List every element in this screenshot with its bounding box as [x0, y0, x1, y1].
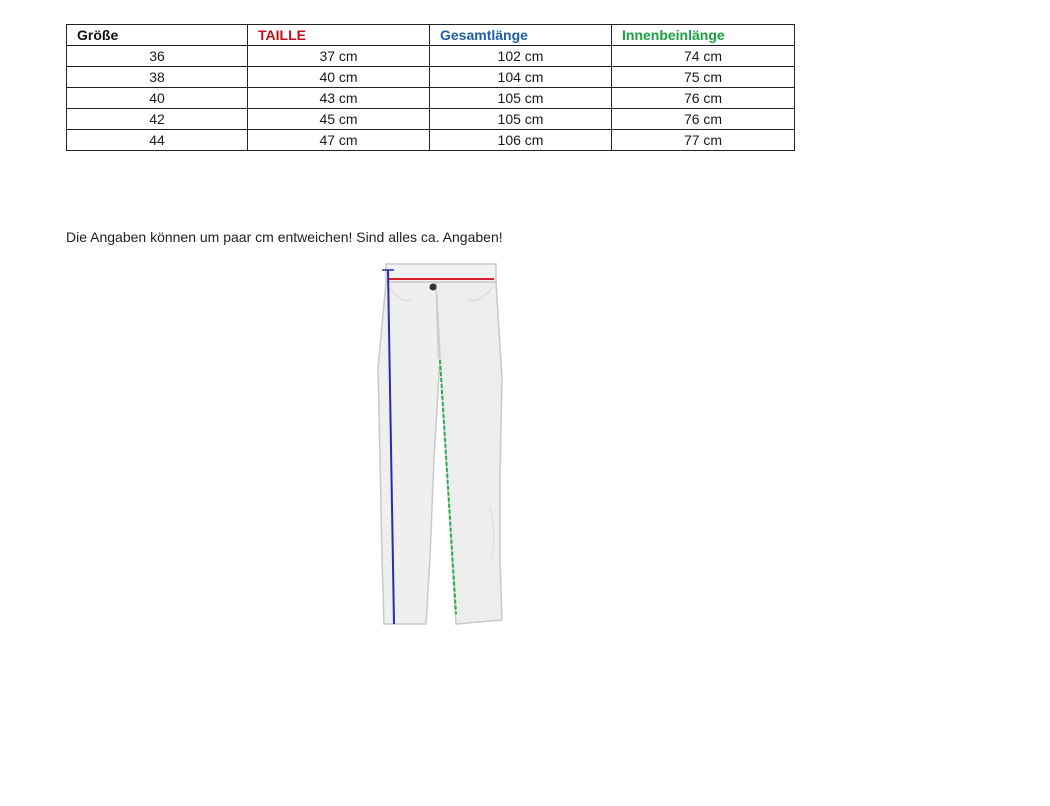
table-row — [67, 130, 795, 151]
size-table — [66, 24, 795, 151]
cell-inseam: 75 cm — [612, 67, 795, 88]
header-inseam: Innenbeinlänge — [612, 25, 795, 46]
cell-size: 36 — [67, 46, 248, 67]
header-waist: TAILLE — [248, 25, 430, 46]
cell-inseam: 76 cm — [612, 109, 795, 130]
cell-size: 44 — [67, 130, 248, 151]
table-row — [67, 88, 795, 109]
table-header-row — [67, 25, 795, 46]
cell-total-length: 106 cm — [430, 130, 612, 151]
cell-size: 38 — [67, 67, 248, 88]
cell-total-length: 102 cm — [430, 46, 612, 67]
cell-waist: 43 cm — [248, 88, 430, 109]
cell-waist: 45 cm — [248, 109, 430, 130]
pants-left-leg — [378, 282, 440, 624]
cell-total-length: 105 cm — [430, 88, 612, 109]
cell-size: 42 — [67, 109, 248, 130]
cell-total-length: 105 cm — [430, 109, 612, 130]
header-size: Größe — [67, 25, 248, 46]
table-row — [67, 46, 795, 67]
header-total-length: Gesamtlänge — [430, 25, 612, 46]
pants-button — [430, 284, 437, 291]
cell-inseam: 77 cm — [612, 130, 795, 151]
table-row — [67, 67, 795, 88]
cell-inseam: 74 cm — [612, 46, 795, 67]
table-row — [67, 109, 795, 130]
pants-image — [372, 258, 512, 630]
cell-size: 40 — [67, 88, 248, 109]
cell-waist: 40 cm — [248, 67, 430, 88]
cell-total-length: 104 cm — [430, 67, 612, 88]
cell-waist: 37 cm — [248, 46, 430, 67]
cell-inseam: 76 cm — [612, 88, 795, 109]
cell-waist: 47 cm — [248, 130, 430, 151]
disclaimer-note: Die Angaben können um paar cm entweichen! Sind alles ca. Angaben! — [66, 229, 503, 245]
